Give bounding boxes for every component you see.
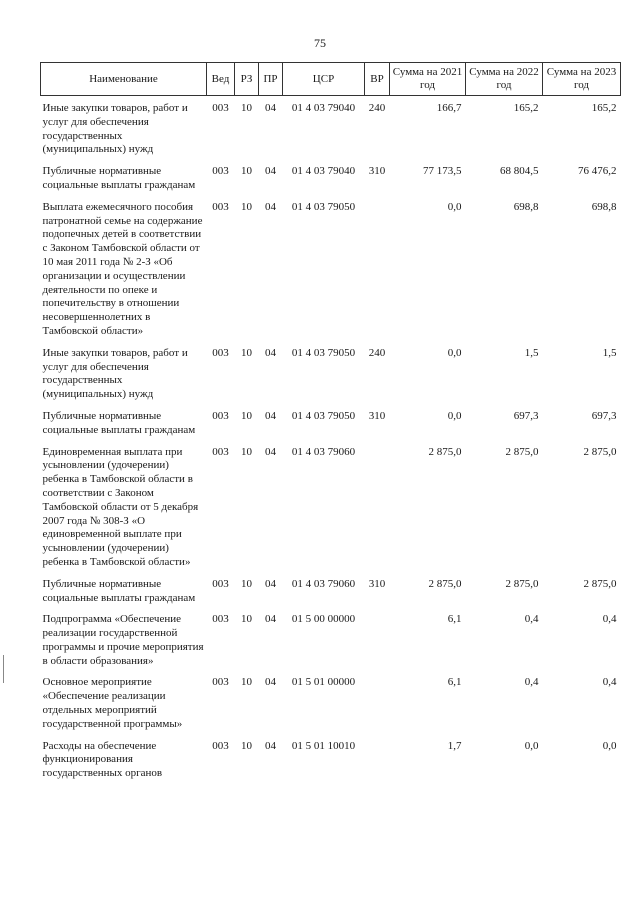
- row-pr: 04: [265, 102, 276, 114]
- row-vr: 240: [368, 346, 386, 359]
- header-rz: РЗ: [235, 63, 259, 96]
- row-pr: 04: [265, 739, 276, 752]
- row-rz: 10: [241, 613, 252, 626]
- row-vr: 310: [368, 165, 386, 178]
- row-vr: [365, 440, 390, 572]
- row-sum-2023: 165,2: [591, 102, 617, 114]
- row-csr: 01 4 03 79040: [291, 165, 356, 178]
- row-name: Публичные нормативные социальные выплаты гражданам: [42, 165, 196, 191]
- row-csr: 01 4 03 79040: [291, 102, 356, 114]
- row-sum-2021: 0,0: [447, 409, 462, 422]
- row-sum-2022: 2 875,0: [505, 577, 539, 590]
- row-pr: 04: [265, 409, 276, 422]
- table-row: [41, 440, 621, 572]
- row-sum-2022: 2 875,0: [505, 445, 539, 458]
- row-name: Иные закупки товаров, работ и услуг для обеспечения государственных (муниципальных) нужд: [42, 102, 188, 156]
- row-ved: 003: [212, 445, 229, 458]
- header-ved: Вед: [207, 63, 235, 96]
- row-sum-2023: 2 875,0: [583, 577, 617, 590]
- row-sum-2023: 697,3: [591, 409, 617, 422]
- table-row: [41, 96, 621, 160]
- row-sum-2021: 2 875,0: [428, 577, 462, 590]
- row-ved: 003: [212, 346, 229, 359]
- row-ved: 003: [212, 676, 229, 689]
- table-row: [41, 607, 621, 670]
- row-rz: 10: [241, 739, 252, 752]
- row-rz: 10: [241, 165, 252, 178]
- row-vr: [365, 607, 390, 670]
- row-ved: 003: [212, 577, 229, 590]
- row-sum-2023: 0,0: [602, 739, 617, 752]
- row-ved: 003: [212, 613, 229, 626]
- row-sum-2021: 6,1: [447, 676, 462, 689]
- row-sum-2021: 0,0: [447, 346, 462, 359]
- row-vr: [365, 734, 390, 783]
- row-name: Расходы на обеспечение функционирования государственных органов: [42, 739, 163, 780]
- row-csr: 01 4 03 79050: [291, 200, 356, 213]
- row-sum-2022: 0,0: [524, 739, 539, 752]
- row-rz: 10: [241, 409, 252, 422]
- row-rz: 10: [241, 102, 252, 114]
- row-rz: 10: [241, 346, 252, 359]
- row-sum-2022: 0,4: [524, 613, 539, 626]
- row-sum-2022: 68 804,5: [500, 165, 539, 178]
- row-ved: 003: [212, 409, 229, 422]
- row-rz: 10: [241, 676, 252, 689]
- row-rz: 10: [241, 200, 252, 213]
- row-csr: 01 5 01 00000: [291, 676, 356, 689]
- row-rz: 10: [241, 445, 252, 458]
- binding-mark: [3, 655, 4, 683]
- row-csr: 01 5 01 10010: [291, 739, 356, 752]
- row-sum-2023: 2 875,0: [583, 445, 617, 458]
- row-sum-2023: 0,4: [602, 613, 617, 626]
- row-sum-2023: 76 476,2: [578, 165, 617, 178]
- row-vr: 310: [368, 409, 386, 422]
- header-csr: ЦСР: [283, 63, 365, 96]
- row-name: Подпрограмма «Обеспечение реализации государственной программы и прочие мероприятия в области образования»: [42, 613, 204, 667]
- header-name: Наименование: [41, 63, 207, 96]
- row-name: Публичные нормативные социальные выплаты гражданам: [42, 409, 196, 436]
- row-name: Иные закупки товаров, работ и услуг для обеспечения государственных (муниципальных) нужд: [42, 346, 188, 401]
- table-row: [41, 670, 621, 733]
- row-vr: [365, 195, 390, 341]
- row-sum-2021: 0,0: [447, 200, 462, 213]
- row-pr: 04: [265, 200, 276, 213]
- table-row: [41, 572, 621, 608]
- table-row: [41, 195, 621, 341]
- row-csr: 01 4 03 79060: [291, 577, 356, 590]
- table-header: [41, 63, 621, 96]
- row-sum-2021: 6,1: [447, 613, 462, 626]
- row-sum-2022: 1,5: [524, 346, 539, 359]
- row-vr: 310: [368, 577, 386, 590]
- header-pr: ПР: [259, 63, 283, 96]
- row-ved: 003: [212, 739, 229, 752]
- row-name: Единовременная выплата при усыновлении (удочерении) ребенка в Тамбовской области в соответствии с Законом Тамбовской области от 5 декабря 2007 года № 308-З «О единовременной выплате при усыновлении (удочерении) ребенка в Тамбовской области»: [42, 445, 199, 568]
- row-ved: 003: [212, 200, 229, 213]
- row-pr: 04: [265, 577, 276, 590]
- row-rz: 10: [241, 577, 252, 590]
- row-csr: 01 4 03 79050: [291, 346, 356, 359]
- row-name: Основное мероприятие «Обеспечение реализации отдельных мероприятий государственной программы»: [42, 676, 183, 730]
- table-row: [41, 734, 621, 783]
- row-csr: 01 5 00 00000: [291, 613, 356, 626]
- budget-table: [40, 62, 621, 783]
- row-vr: 240: [368, 102, 386, 114]
- row-pr: 04: [265, 346, 276, 359]
- table-body: [41, 96, 621, 784]
- row-sum-2021: 77 173,5: [423, 165, 462, 178]
- row-sum-2022: 697,3: [513, 409, 539, 422]
- row-sum-2021: 1,7: [447, 739, 462, 752]
- row-sum-2023: 0,4: [602, 676, 617, 689]
- row-ved: 003: [212, 102, 229, 114]
- row-csr: 01 4 03 79060: [291, 445, 356, 458]
- table-row: [41, 159, 621, 195]
- header-vr: ВР: [365, 63, 390, 96]
- row-name: Выплата ежемесячного пособия патронатной семье на содержание подопечных детей в соответствии с Законом Тамбовской области от 10 мая 2011 года № 2-З «Об организации и осуществлении деятельности по опеке и попечительству в отношении несовершеннолетних в Тамбовской области»: [42, 200, 203, 337]
- row-pr: 04: [265, 165, 276, 178]
- row-csr: 01 4 03 79050: [291, 409, 356, 422]
- row-vr: [365, 670, 390, 733]
- row-sum-2023: 698,8: [591, 200, 617, 213]
- page-number: 75: [314, 36, 326, 50]
- row-sum-2022: 698,8: [513, 200, 539, 213]
- table-row: [41, 341, 621, 404]
- table-row: [41, 404, 621, 440]
- row-pr: 04: [265, 613, 276, 626]
- row-pr: 04: [265, 445, 276, 458]
- header-sum-2022: Сумма на 2022 год: [466, 63, 543, 96]
- row-sum-2023: 1,5: [602, 346, 617, 359]
- row-sum-2022: 165,2: [513, 102, 539, 114]
- row-ved: 003: [212, 165, 229, 178]
- row-sum-2021: 166,7: [436, 102, 462, 114]
- row-sum-2022: 0,4: [524, 676, 539, 689]
- row-sum-2021: 2 875,0: [428, 445, 462, 458]
- header-sum-2021: Сумма на 2021 год: [390, 63, 466, 96]
- row-pr: 04: [265, 676, 276, 689]
- row-name: Публичные нормативные социальные выплаты гражданам: [42, 577, 196, 604]
- header-sum-2023: Сумма на 2023 год: [543, 63, 621, 96]
